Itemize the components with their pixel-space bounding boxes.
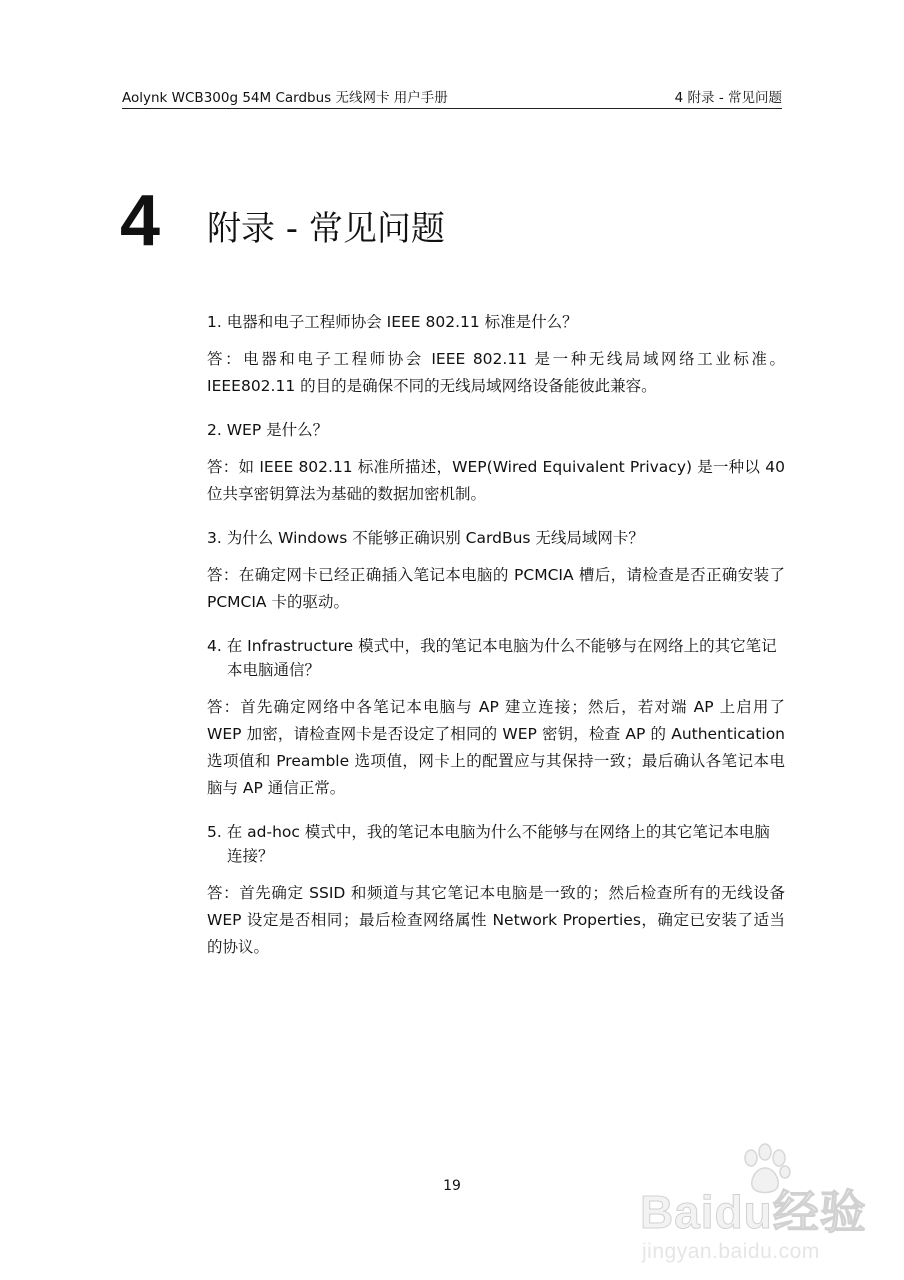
page-header bbox=[122, 86, 782, 109]
baidu-watermark bbox=[640, 1142, 880, 1272]
header-doc-title: Aolynk WCB300g 54M Cardbus 无线网卡 用户手册 bbox=[122, 90, 448, 106]
faq-question-2: 2. WEP 是什么？ bbox=[207, 421, 329, 439]
faq-question-3: 3. 为什么 Windows 不能够正确识别 CardBus 无线局域网卡？ bbox=[207, 529, 644, 547]
faq-answer-1: 答：电器和电子工程师协会 IEEE 802.11 是一种无线局域网络工业标准。IEEE802.11 的目的是确保不同的无线局域网络设备能彼此兼容。 bbox=[207, 350, 785, 395]
watermark-url: jingyan.baidu.com bbox=[642, 1240, 820, 1263]
faq-question-1: 1. 电器和电子工程师协会 IEEE 802.11 标准是什么？ bbox=[207, 313, 578, 331]
header-section-title: 4 附录 - 常见问题 bbox=[674, 90, 782, 106]
faq-answer-4: 答：首先确定网络中各笔记本电脑与 AP 建立连接；然后，若对端 AP 上启用了 WEP 加密，请检查网卡是否设定了相同的 WEP 密钥，检查 AP 的 Authentication 选项值和 Preamble 选项值，网卡上的配置应与其保持一致；最后确认各笔记本电脑与 AP 通信正常。 bbox=[207, 698, 785, 797]
faq-question-4: 4. 在 Infrastructure 模式中，我的笔记本电脑为什么不能够与在网络上的其它笔记本电脑通信？ bbox=[207, 637, 777, 679]
faq-answer-5: 答：首先确定 SSID 和频道与其它笔记本电脑是一致的；然后检查所有的无线设备 WEP 设定是否相同；最后检查网络属性 Network Properties，确定已安装了适当的协议。 bbox=[207, 884, 785, 956]
faq-answer-3: 答：在确定网卡已经正确插入笔记本电脑的 PCMCIA 槽后，请检查是否正确安装了 PCMCIA 卡的驱动。 bbox=[207, 566, 785, 611]
watermark-brand: Baidu经验 bbox=[640, 1186, 867, 1238]
chapter-title: 附录 - 常见问题 bbox=[207, 209, 445, 249]
faq-question-5: 5. 在 ad-hoc 模式中，我的笔记本电脑为什么不能够与在网络上的其它笔记本电脑连接？ bbox=[207, 823, 770, 865]
page-number: 19 bbox=[443, 1178, 461, 1194]
faq-list bbox=[207, 310, 785, 979]
faq-answer-2: 答：如 IEEE 802.11 标准所描述，WEP(Wired Equivalent Privacy) 是一种以 40 位共享密钥算法为基础的数据加密机制。 bbox=[207, 458, 785, 503]
chapter-number: 4 bbox=[120, 181, 161, 261]
